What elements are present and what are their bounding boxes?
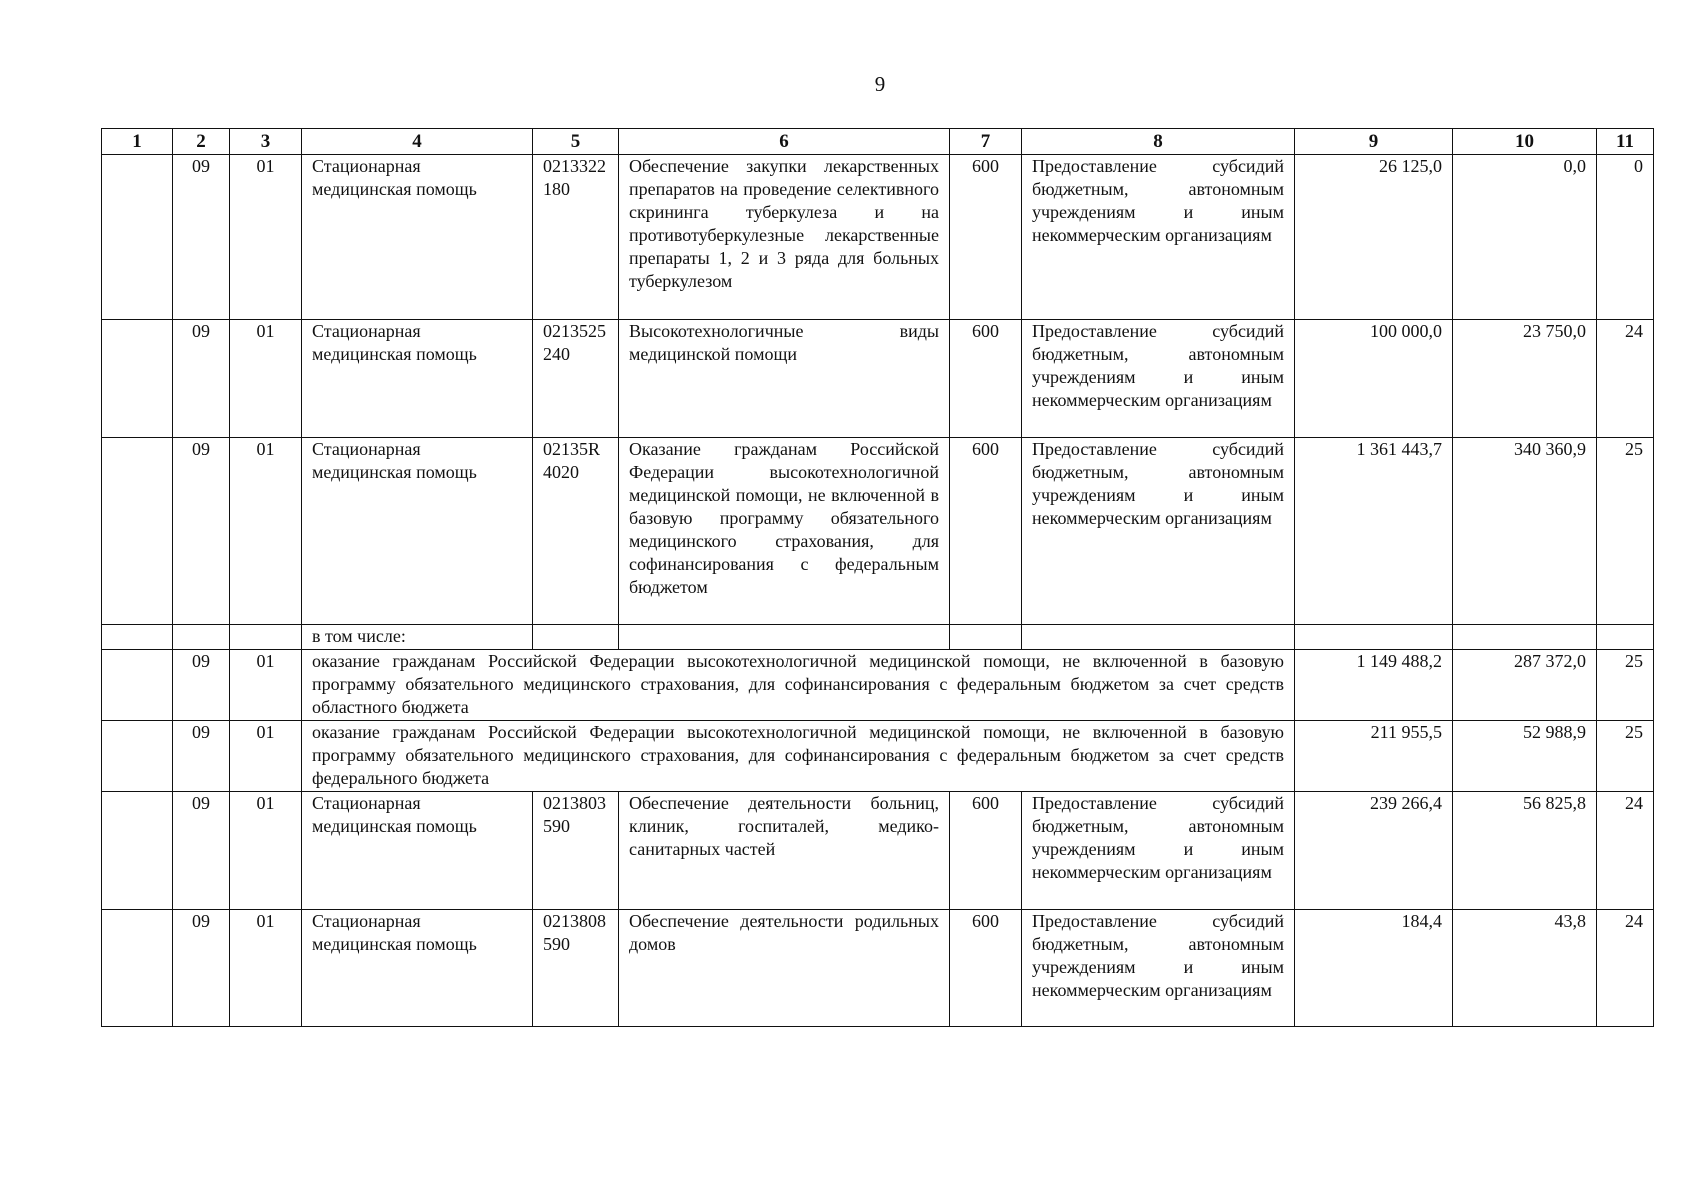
cell-percent: 0 xyxy=(1597,155,1654,320)
column-header-3: 3 xyxy=(230,129,302,155)
cell-percent: 24 xyxy=(1597,792,1654,910)
cell-section-name: Стационарная медицинская помощь xyxy=(302,320,533,438)
cell-description: Обеспечение деятельности родильных домов xyxy=(619,910,950,1027)
column-header-6: 6 xyxy=(619,129,950,155)
cell-percent: 24 xyxy=(1597,320,1654,438)
column-header-9: 9 xyxy=(1295,129,1453,155)
cell-col1 xyxy=(102,438,173,625)
column-header-10: 10 xyxy=(1453,129,1597,155)
table-row xyxy=(102,910,1654,1027)
cell-subsection: 01 xyxy=(230,910,302,1027)
cell-description: Оказание гражданам Российской Федерации высокотехнологичной медицинской помощи, не включенной в базовую программу обязательного медицинского страхования, для софинансирования с федеральным бюджетом xyxy=(619,438,950,625)
cell-subsection: 01 xyxy=(230,438,302,625)
cell-expense-type-name: Предоставление субсидий бюджетным, автономным учреждениям и иным некоммерческим организациям xyxy=(1022,910,1295,1027)
cell-subsection: 01 xyxy=(230,320,302,438)
cell-expense-type: 600 xyxy=(950,910,1022,1027)
cell-subsection: 01 xyxy=(230,792,302,910)
header-row xyxy=(102,129,1654,155)
cell-expense-type: 600 xyxy=(950,155,1022,320)
cell-sub-description: оказание гражданам Российской Федерации высокотехнологичной медицинской помощи, не включенной в базовую программу обязательного медицинского страхования, для софинансирования с федеральным бюджетом за счет средств областного бюджета xyxy=(302,650,1295,721)
table-row xyxy=(102,155,1654,320)
page-number: 9 xyxy=(874,72,886,96)
cell-expense-type-name: Предоставление субсидий бюджетным, автономным учреждениям и иным некоммерческим организациям xyxy=(1022,792,1295,910)
cell-description: Обеспечение закупки лекарственных препаратов на проведение селективного скрининга туберкулеза и на противотуберкулезные лекарственные препараты 1, 2 и 3 ряда для больных туберкулезом xyxy=(619,155,950,320)
cell-expense-type-name: Предоставление субсидий бюджетным, автономным учреждениям и иным некоммерческим организациям xyxy=(1022,320,1295,438)
cell-percent: 25 xyxy=(1597,721,1654,792)
cell-target-code: 0213525240 xyxy=(533,320,619,438)
column-header-4: 4 xyxy=(302,129,533,155)
cell-actual-amount: 52 988,9 xyxy=(1453,721,1597,792)
budget-table xyxy=(101,128,1654,1027)
sub-row xyxy=(102,650,1654,721)
column-header-5: 5 xyxy=(533,129,619,155)
cell-percent: 25 xyxy=(1597,650,1654,721)
cell-col1 xyxy=(102,320,173,438)
cell-plan-amount: 211 955,5 xyxy=(1295,721,1453,792)
cell-plan-amount: 26 125,0 xyxy=(1295,155,1453,320)
cell-target-code: 0213803590 xyxy=(533,792,619,910)
cell-plan-amount: 239 266,4 xyxy=(1295,792,1453,910)
cell-percent: 24 xyxy=(1597,910,1654,1027)
cell-section: 09 xyxy=(173,910,230,1027)
cell-section: 09 xyxy=(173,792,230,910)
including-row xyxy=(102,625,1654,650)
column-header-7: 7 xyxy=(950,129,1022,155)
cell-target-code: 0213808590 xyxy=(533,910,619,1027)
cell-subsection: 01 xyxy=(230,155,302,320)
table-row xyxy=(102,792,1654,910)
column-header-1: 1 xyxy=(102,129,173,155)
cell-sub-description: оказание гражданам Российской Федерации высокотехнологичной медицинской помощи, не включенной в базовую программу обязательного медицинского страхования, для софинансирования с федеральным бюджетом за счет средств федерального бюджета xyxy=(302,721,1295,792)
cell-actual-amount: 287 372,0 xyxy=(1453,650,1597,721)
sub-row xyxy=(102,721,1654,792)
cell-actual-amount: 56 825,8 xyxy=(1453,792,1597,910)
cell-col1 xyxy=(102,792,173,910)
cell-actual-amount: 43,8 xyxy=(1453,910,1597,1027)
cell-subsection: 01 xyxy=(230,650,302,721)
column-header-2: 2 xyxy=(173,129,230,155)
cell-section-name: Стационарная медицинская помощь xyxy=(302,792,533,910)
cell-plan-amount: 1 149 488,2 xyxy=(1295,650,1453,721)
cell-actual-amount: 0,0 xyxy=(1453,155,1597,320)
cell-expense-type: 600 xyxy=(950,792,1022,910)
cell-section: 09 xyxy=(173,650,230,721)
cell-target-code: 02135R4020 xyxy=(533,438,619,625)
cell-expense-type: 600 xyxy=(950,320,1022,438)
cell-section: 09 xyxy=(173,155,230,320)
including-label: в том числе: xyxy=(302,625,533,650)
cell-col1 xyxy=(102,910,173,1027)
table-row xyxy=(102,438,1654,625)
cell-expense-type-name: Предоставление субсидий бюджетным, автономным учреждениям и иным некоммерческим организациям xyxy=(1022,438,1295,625)
cell-description: Высокотехнологичные виды медицинской помощи xyxy=(619,320,950,438)
cell-plan-amount: 1 361 443,7 xyxy=(1295,438,1453,625)
cell-subsection: 01 xyxy=(230,721,302,792)
cell-section-name: Стационарная медицинская помощь xyxy=(302,438,533,625)
cell-actual-amount: 340 360,9 xyxy=(1453,438,1597,625)
column-header-8: 8 xyxy=(1022,129,1295,155)
cell-section-name: Стационарная медицинская помощь xyxy=(302,910,533,1027)
cell-plan-amount: 184,4 xyxy=(1295,910,1453,1027)
cell-expense-type: 600 xyxy=(950,438,1022,625)
cell-section-name: Стационарная медицинская помощь xyxy=(302,155,533,320)
cell-plan-amount: 100 000,0 xyxy=(1295,320,1453,438)
cell-col1 xyxy=(102,155,173,320)
cell-section: 09 xyxy=(173,320,230,438)
cell-expense-type-name: Предоставление субсидий бюджетным, автономным учреждениям и иным некоммерческим организациям xyxy=(1022,155,1295,320)
column-header-11: 11 xyxy=(1597,129,1654,155)
cell-actual-amount: 23 750,0 xyxy=(1453,320,1597,438)
cell-section: 09 xyxy=(173,721,230,792)
cell-section: 09 xyxy=(173,438,230,625)
cell-description: Обеспечение деятельности больниц, клиник, госпиталей, медико-санитарных частей xyxy=(619,792,950,910)
cell-target-code: 0213322180 xyxy=(533,155,619,320)
cell-percent: 25 xyxy=(1597,438,1654,625)
table-row xyxy=(102,320,1654,438)
